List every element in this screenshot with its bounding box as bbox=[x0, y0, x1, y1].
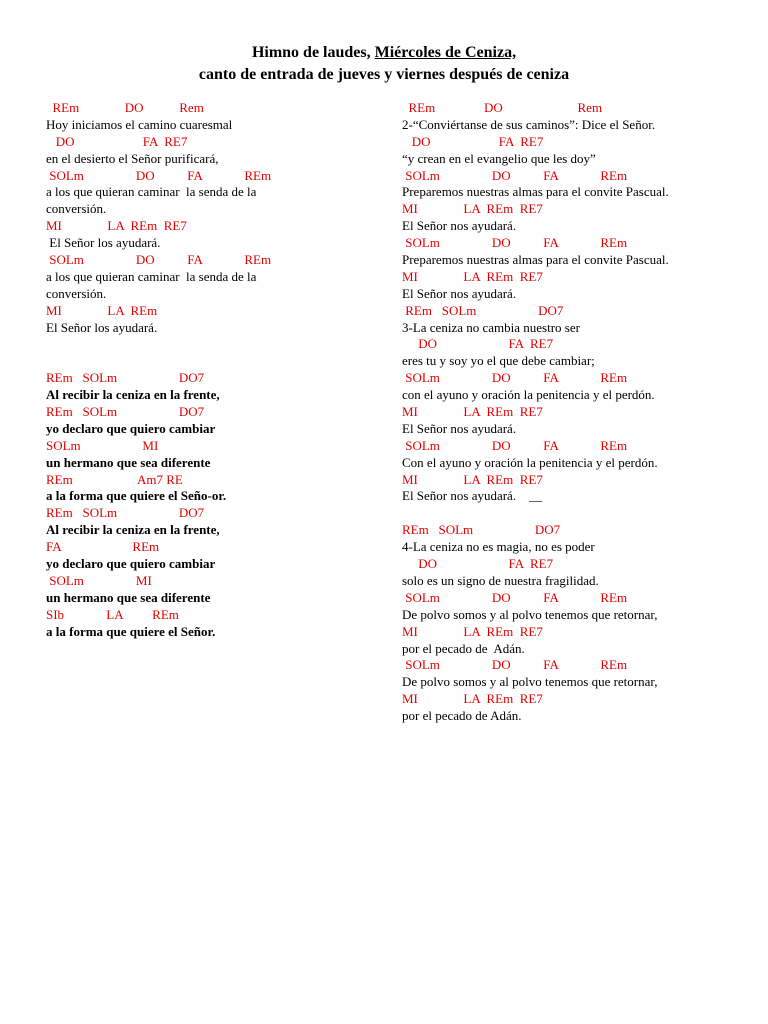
chord-line: DO FA RE7 bbox=[402, 133, 544, 149]
chord-line: SOLm DO FA REm bbox=[402, 589, 628, 605]
lyric-line: El Señor nos ayudará. bbox=[402, 420, 517, 436]
lyric-line: El Señor nos ayudará. __ bbox=[402, 488, 543, 504]
chord-line: DO FA RE7 bbox=[402, 556, 554, 572]
chord-line: SOLm DO FA REm bbox=[402, 167, 628, 183]
lyric-line: El Señor los ayudará. bbox=[46, 235, 161, 251]
lyric-line: con el ayuno y oración la penitencia y el perdón. bbox=[402, 387, 655, 403]
chord-line: MI LA REm RE7 bbox=[402, 404, 543, 420]
lyric-line: por el pecado de Adán. bbox=[402, 640, 525, 656]
chord-line: SOLm DO FA REm bbox=[402, 235, 628, 251]
chorus-lyric-line: a la forma que quiere el Señor. bbox=[46, 623, 216, 639]
chord-line: MI LA REm bbox=[46, 302, 158, 318]
chorus-lyric-line: Al recibir la ceniza en la frente, bbox=[46, 387, 220, 403]
chorus-lyric-line: un hermano que sea diferente bbox=[46, 589, 211, 605]
lyric-line: El Señor nos ayudará. bbox=[402, 285, 517, 301]
chord-line: FA REm bbox=[46, 539, 160, 555]
lyric-line: El Señor los ayudará. bbox=[46, 319, 158, 335]
right-column bbox=[402, 100, 742, 725]
chord-line: SOLm DO FA REm bbox=[402, 370, 628, 386]
chord-line: DO FA RE7 bbox=[402, 336, 554, 352]
title-prefix: Himno de laudes, bbox=[251, 44, 375, 61]
chord-line: MI LA REm RE7 bbox=[402, 471, 543, 487]
chord-line: MI LA REm RE7 bbox=[402, 201, 543, 217]
chord-line: SOLm DO FA REm bbox=[402, 437, 628, 453]
lyric-line: 3-La ceniza no cambia nuestro ser bbox=[402, 319, 580, 335]
chord-line: MI LA REm RE7 bbox=[402, 623, 543, 639]
chord-line: MI LA REm RE7 bbox=[46, 218, 187, 234]
chord-line: SOLm MI bbox=[46, 572, 152, 588]
lyric-line: eres tu y soy yo el que debe cambiar; bbox=[402, 353, 595, 369]
chord-line: REm Am7 RE bbox=[46, 471, 183, 487]
lyric-line: Hoy iniciamos el camino cuaresmal bbox=[46, 116, 233, 132]
lyric-line: conversión. bbox=[46, 201, 107, 217]
chord-line: DO FA RE7 bbox=[46, 133, 188, 149]
lyric-line: 4-La ceniza no es magia, no es poder bbox=[402, 539, 595, 555]
spacer bbox=[46, 353, 366, 370]
chorus-lyric-line: Al recibir la ceniza en la frente, bbox=[46, 522, 220, 538]
lyric-line: conversión. bbox=[46, 285, 107, 301]
page-title bbox=[0, 43, 768, 63]
spacer bbox=[46, 336, 366, 353]
spacer bbox=[402, 505, 742, 522]
chord-line: SOLm DO FA REm bbox=[402, 657, 628, 673]
title-underlined: Miércoles de Ceniza, bbox=[374, 44, 517, 61]
left-column bbox=[46, 100, 366, 641]
chord-line: REm SOLm DO7 bbox=[46, 505, 205, 521]
lyric-line: solo es un signo de nuestra fragilidad. bbox=[402, 572, 599, 588]
lyric-line: 2-“Conviértanse de sus caminos”: Dice el Señor. bbox=[402, 116, 656, 132]
chord-line: REm SOLm DO7 bbox=[402, 522, 561, 538]
lyric-line: en el desierto el Señor purificará, bbox=[46, 150, 219, 166]
lyric-line: a los que quieran caminar la senda de la bbox=[46, 184, 257, 200]
chorus-lyric-line: yo declaro que quiero cambiar bbox=[46, 556, 216, 572]
lyric-line: De polvo somos y al polvo tenemos que retornar, bbox=[402, 606, 658, 622]
chord-line: REm DO Rem bbox=[46, 100, 204, 115]
lyric-line: por el pecado de Adán. bbox=[402, 708, 522, 724]
chord-line: SOLm DO FA REm bbox=[46, 167, 272, 183]
lyric-line: a los que quieran caminar la senda de la bbox=[46, 268, 257, 284]
chorus-lyric-line: un hermano que sea diferente bbox=[46, 454, 211, 470]
lyric-line: “y crean en el evangelio que les doy” bbox=[402, 150, 596, 166]
chord-line: REm SOLm DO7 bbox=[46, 370, 205, 386]
lyric-line: El Señor nos ayudará. bbox=[402, 218, 517, 234]
chorus-lyric-line: a la forma que quiere el Seño-or. bbox=[46, 488, 227, 504]
chord-line: REm SOLm DO7 bbox=[402, 302, 564, 318]
chord-line: SOLm DO FA REm bbox=[46, 252, 272, 268]
chorus-lyric-line: yo declaro que quiero cambiar bbox=[46, 420, 216, 436]
lyric-line: Preparemos nuestras almas para el convite Pascual. bbox=[402, 184, 669, 200]
chord-line: SOLm MI bbox=[46, 437, 159, 453]
chord-line: SIb LA REm bbox=[46, 606, 179, 622]
chord-line: REm SOLm DO7 bbox=[46, 404, 205, 420]
chord-line: MI LA REm RE7 bbox=[402, 691, 543, 707]
lyric-line: Preparemos nuestras almas para el convite Pascual. bbox=[402, 252, 669, 268]
chord-line: MI LA REm RE7 bbox=[402, 268, 543, 284]
chord-line: REm DO Rem bbox=[402, 100, 603, 115]
lyric-line: De polvo somos y al polvo tenemos que retornar, bbox=[402, 674, 658, 690]
page-subtitle: canto de entrada de jueves y viernes después de ceniza bbox=[198, 66, 570, 83]
lyric-line: Con el ayuno y oración la penitencia y el perdón. bbox=[402, 454, 658, 470]
